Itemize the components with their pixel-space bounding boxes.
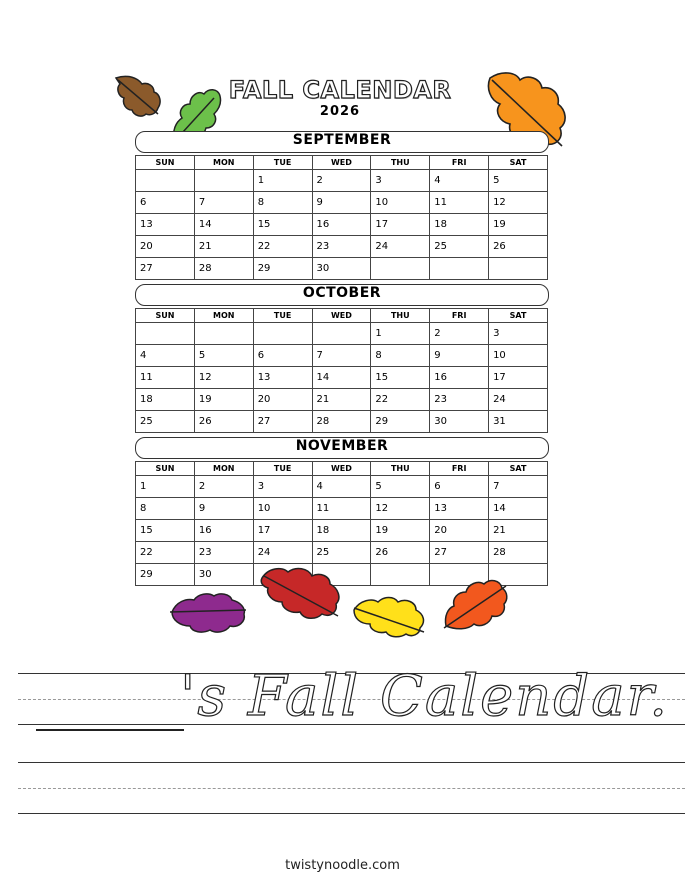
- week-row: [136, 236, 548, 258]
- weekday-label: FRI: [430, 309, 489, 323]
- weekday-label: SUN: [136, 309, 195, 323]
- day-cell: 24: [253, 542, 312, 564]
- day-cell: 5: [489, 170, 548, 192]
- red-leaf-icon: [258, 564, 344, 622]
- day-cell: 13: [136, 214, 195, 236]
- week-row: [136, 170, 548, 192]
- weekday-header-row: [136, 156, 548, 170]
- day-cell: 17: [253, 520, 312, 542]
- day-cell: 15: [253, 214, 312, 236]
- day-cell: 21: [489, 520, 548, 542]
- day-cell: [194, 170, 253, 192]
- day-cell: 23: [430, 389, 489, 411]
- day-cell: 4: [430, 170, 489, 192]
- day-cell: 25: [312, 542, 371, 564]
- day-cell: 14: [194, 214, 253, 236]
- day-cell: 15: [136, 520, 195, 542]
- month-name: OCTOBER: [302, 285, 382, 301]
- weekday-label: SUN: [136, 462, 195, 476]
- day-cell: 22: [371, 389, 430, 411]
- day-cell: [253, 323, 312, 345]
- day-cell: 26: [489, 236, 548, 258]
- day-cell: 5: [194, 345, 253, 367]
- week-row: [136, 345, 548, 367]
- weekday-label: FRI: [430, 156, 489, 170]
- day-cell: 19: [194, 389, 253, 411]
- calendar-year: 2026: [319, 104, 361, 119]
- writing-line-base-2: [18, 813, 685, 814]
- weekday-label: FRI: [430, 462, 489, 476]
- day-cell: 23: [312, 236, 371, 258]
- weekday-label: SAT: [489, 156, 548, 170]
- calendar-grid: [135, 155, 548, 280]
- week-row: [136, 214, 548, 236]
- weekday-header-row: [136, 309, 548, 323]
- weekday-label: MON: [194, 309, 253, 323]
- day-cell: 10: [253, 498, 312, 520]
- day-cell: 18: [312, 520, 371, 542]
- day-cell: 20: [430, 520, 489, 542]
- calendar-grid: [135, 308, 548, 433]
- day-cell: 27: [253, 411, 312, 433]
- week-row: [136, 498, 548, 520]
- day-cell: 14: [312, 367, 371, 389]
- weekday-label: WED: [312, 309, 371, 323]
- day-cell: 22: [136, 542, 195, 564]
- weekday-label: MON: [194, 462, 253, 476]
- weekday-label: THU: [371, 309, 430, 323]
- day-cell: 28: [489, 542, 548, 564]
- day-cell: [194, 323, 253, 345]
- week-row: [136, 520, 548, 542]
- weekday-label: MON: [194, 156, 253, 170]
- day-cell: 30: [194, 564, 253, 586]
- day-cell: 1: [136, 476, 195, 498]
- day-cell: 5: [371, 476, 430, 498]
- week-row: [136, 258, 548, 280]
- day-cell: 22: [253, 236, 312, 258]
- day-cell: [371, 258, 430, 280]
- day-cell: 13: [253, 367, 312, 389]
- day-cell: 7: [312, 345, 371, 367]
- day-cell: 16: [430, 367, 489, 389]
- day-cell: 8: [253, 192, 312, 214]
- day-cell: 20: [136, 236, 195, 258]
- day-cell: 7: [489, 476, 548, 498]
- yellow-leaf-icon: [350, 592, 428, 640]
- day-cell: 29: [136, 564, 195, 586]
- writing-line-top-2[interactable]: [18, 762, 685, 763]
- day-cell: 2: [312, 170, 371, 192]
- weekday-label: SAT: [489, 462, 548, 476]
- day-cell: 15: [371, 367, 430, 389]
- day-cell: 30: [430, 411, 489, 433]
- orange-red-leaf-icon: [440, 576, 510, 632]
- day-cell: 9: [194, 498, 253, 520]
- week-row: [136, 367, 548, 389]
- day-cell: 2: [430, 323, 489, 345]
- day-cell: 4: [136, 345, 195, 367]
- day-cell: 24: [371, 236, 430, 258]
- weekday-label: SUN: [136, 156, 195, 170]
- purple-leaf-icon: [168, 590, 248, 636]
- day-cell: 12: [194, 367, 253, 389]
- day-cell: 14: [489, 498, 548, 520]
- day-cell: 9: [430, 345, 489, 367]
- calendar-title: FALL CALENDAR: [228, 76, 452, 104]
- week-row: [136, 476, 548, 498]
- day-cell: [371, 564, 430, 586]
- day-cell: 8: [371, 345, 430, 367]
- day-cell: 19: [489, 214, 548, 236]
- day-cell: 27: [136, 258, 195, 280]
- day-cell: 19: [371, 520, 430, 542]
- day-cell: 7: [194, 192, 253, 214]
- week-row: [136, 389, 548, 411]
- day-cell: 6: [136, 192, 195, 214]
- weekday-label: WED: [312, 156, 371, 170]
- week-row: [136, 411, 548, 433]
- day-cell: [430, 258, 489, 280]
- day-cell: 30: [312, 258, 371, 280]
- day-cell: 10: [489, 345, 548, 367]
- day-cell: 16: [312, 214, 371, 236]
- day-cell: 25: [136, 411, 195, 433]
- day-cell: [489, 258, 548, 280]
- day-cell: 17: [371, 214, 430, 236]
- day-cell: 21: [312, 389, 371, 411]
- weekday-label: TUE: [253, 309, 312, 323]
- weekday-header-row: [136, 462, 548, 476]
- day-cell: 6: [253, 345, 312, 367]
- day-cell: 3: [371, 170, 430, 192]
- day-cell: 29: [371, 411, 430, 433]
- weekday-label: THU: [371, 462, 430, 476]
- footer-site: twistynoodle.com: [285, 858, 400, 873]
- day-cell: [312, 323, 371, 345]
- day-cell: 16: [194, 520, 253, 542]
- day-cell: 27: [430, 542, 489, 564]
- weekday-label: TUE: [253, 462, 312, 476]
- day-cell: [136, 170, 195, 192]
- day-cell: 23: [194, 542, 253, 564]
- day-cell: 20: [253, 389, 312, 411]
- day-cell: 28: [194, 258, 253, 280]
- day-cell: 18: [136, 389, 195, 411]
- day-cell: 29: [253, 258, 312, 280]
- name-blank-line[interactable]: [36, 729, 184, 731]
- trace-sentence: 's Fall Calendar.: [180, 664, 669, 729]
- month-name: NOVEMBER: [295, 438, 389, 454]
- week-row: [136, 323, 548, 345]
- day-cell: 3: [253, 476, 312, 498]
- day-cell: 2: [194, 476, 253, 498]
- day-cell: [136, 323, 195, 345]
- weekday-label: WED: [312, 462, 371, 476]
- weekday-label: TUE: [253, 156, 312, 170]
- day-cell: 13: [430, 498, 489, 520]
- day-cell: 11: [430, 192, 489, 214]
- day-cell: 10: [371, 192, 430, 214]
- month-name: SEPTEMBER: [292, 132, 392, 148]
- day-cell: 28: [312, 411, 371, 433]
- day-cell: 26: [194, 411, 253, 433]
- day-cell: 21: [194, 236, 253, 258]
- day-cell: 12: [489, 192, 548, 214]
- day-cell: 1: [371, 323, 430, 345]
- day-cell: 31: [489, 411, 548, 433]
- day-cell: 12: [371, 498, 430, 520]
- day-cell: 11: [312, 498, 371, 520]
- weekday-label: SAT: [489, 309, 548, 323]
- writing-line-mid-2: [18, 788, 685, 789]
- day-cell: 18: [430, 214, 489, 236]
- day-cell: 24: [489, 389, 548, 411]
- day-cell: 6: [430, 476, 489, 498]
- weekday-label: THU: [371, 156, 430, 170]
- day-cell: 8: [136, 498, 195, 520]
- day-cell: 1: [253, 170, 312, 192]
- day-cell: 3: [489, 323, 548, 345]
- day-cell: 17: [489, 367, 548, 389]
- day-cell: 25: [430, 236, 489, 258]
- week-row: [136, 542, 548, 564]
- day-cell: 4: [312, 476, 371, 498]
- day-cell: 11: [136, 367, 195, 389]
- day-cell: 26: [371, 542, 430, 564]
- week-row: [136, 192, 548, 214]
- day-cell: 9: [312, 192, 371, 214]
- brown-leaf-icon: [112, 72, 164, 120]
